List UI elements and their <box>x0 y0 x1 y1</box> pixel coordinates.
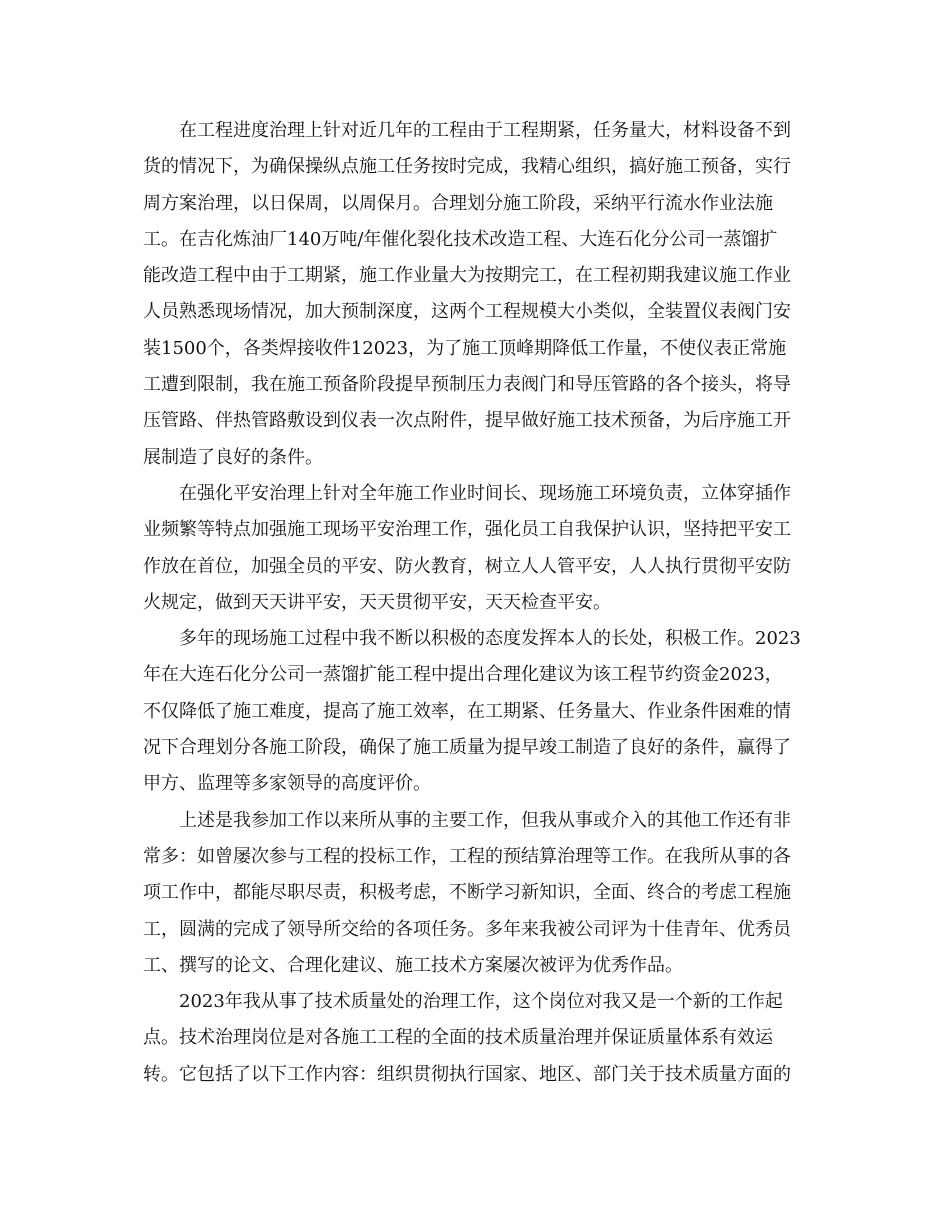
text-line: 能改造工程中由于工期紧，施工作业量大为按期完工，在工程初期我建议施工作业 <box>143 265 791 287</box>
text-line: 火规定，做到天天讲平安，天天贯彻平安，天天检查平安。 <box>143 591 611 613</box>
text-line: 展制造了良好的条件。 <box>143 446 323 468</box>
text-line: 况下合理划分各施工阶段，确保了施工质量为提早竣工制造了良好的条件，赢得了 <box>143 737 791 759</box>
text-line: 2023年我从事了技术质量处的治理工作，这个岗位对我又是一个新的工作起 <box>179 991 783 1013</box>
text-line: 点。技术治理岗位是对各施工工程的全面的技术质量治理并保证质量体系有效运 <box>143 1027 773 1049</box>
text-line: 项工作中，都能尽职尽责，积极考虑，不断学习新知识，全面、终合的考虑工程施 <box>143 882 791 904</box>
text-line: 常多：如曾屡次参与工程的投标工作，工程的预结算治理等工作。在我所从事的各 <box>143 845 791 867</box>
document-page <box>143 113 810 1093</box>
paragraph-other-work <box>143 803 810 984</box>
text-line: 在工程进度治理上针对近几年的工程由于工程期紧，任务量大，材料设备不到 <box>179 120 791 141</box>
paragraph-schedule-management <box>143 113 810 476</box>
text-line: 工遭到限制，我在施工预备阶段提早预制压力表阀门和导压管路的各个接头，将导 <box>143 374 791 396</box>
text-line: 工。在吉化炼油厂140万吨/年催化裂化技术改造工程、大连石化分公司一蒸馏扩 <box>143 228 778 250</box>
text-line: 年在大连石化分公司一蒸馏扩能工程中提出合理化建议为该工程节约资金2023， <box>143 664 783 686</box>
text-line: 业频繁等特点加强施工现场平安治理工作，强化员工自我保护认识，坚持把平安工 <box>143 519 791 541</box>
paragraph-safety-management <box>143 476 810 621</box>
text-line: 上述是我参加工作以来所从事的主要工作，但我从事或介入的其他工作还有非 <box>179 809 791 831</box>
text-line: 甲方、监理等多家领导的高度评价。 <box>143 773 431 795</box>
text-line: 人员熟悉现场情况，加大预制深度，这两个工程规模大小类似，全装置仪表阀门安 <box>143 301 791 323</box>
text-line: 多年的现场施工过程中我不断以积极的态度发挥本人的长处，积极工作。2023 <box>179 628 801 650</box>
text-line: 周方案治理，以日保周，以周保月。合理划分施工阶段，采纳平行流水作业法施 <box>143 192 773 214</box>
text-line: 不仅降低了施工难度，提高了施工效率，在工期紧、任务量大、作业条件困难的情 <box>143 700 791 722</box>
paragraph-site-construction <box>143 621 810 802</box>
text-line: 作放在首位，加强全员的平安、防火教育，树立人人管平安，人人执行贯彻平安防 <box>143 555 791 577</box>
text-line: 在强化平安治理上针对全年施工作业时间长、现场施工环境负责，立体穿插作 <box>179 482 791 504</box>
text-line: 货的情况下，为确保操纵点施工任务按时完成，我精心组织，搞好施工预备，实行 <box>143 156 791 178</box>
text-line: 压管路、伴热管路敷设到仪表一次点附件，提早做好施工技术预备，为后序施工开 <box>143 410 791 432</box>
text-line: 转。它包括了以下工作内容：组织贯彻执行国家、地区、部门关于技术质量方面的 <box>143 1063 791 1085</box>
text-line: 装1500个，各类焊接收件12023，为了施工顶峰期降低工作量，不使仪表正常施 <box>143 337 787 359</box>
paragraph-quality-management <box>143 984 810 1093</box>
text-line: 工，圆满的完成了领导所交给的各项任务。多年来我被公司评为十佳青年、优秀员 <box>143 918 791 940</box>
text-line: 工、撰写的论文、合理化建议、施工技术方案屡次被评为优秀作品。 <box>143 954 683 976</box>
